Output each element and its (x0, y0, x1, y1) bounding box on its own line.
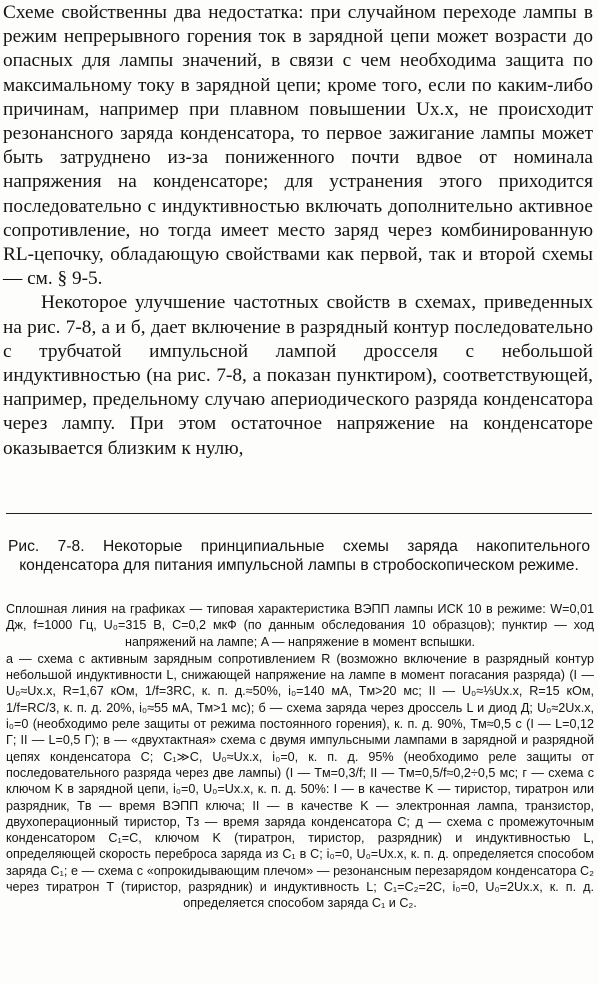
legend-details: а — схема с активным зарядным сопротивлением R (возможно включение в разрядный контур небольшой индуктивности L, снижающей напряжение на лампе в момент погасания разряда) (I — U₀≈Uх.х, R=1,67 кОм, 1/f=3RC, к. п. д.≈50%, i₀=140 мА, Tм>20 мс; II — U₀≈⅓Uх.х, R=15 кОм, 1/f=RC/3, к. п. д. 20%, i₀≈55 мА, Tм>1 мс); б — схема заряда через дроссель L и диод Д; U₀≈2Uх.х, i₀=0 (необходимо реле защиты от режима постоянного горения), к. п. д. 90%, Tм≈0,5 с (I — L=0,12 Г; II — L=0,5 Г); в — «двухтактная» схема с двумя импульсными лампами в зарядной и разрядной цепях конденсатора C; C₁≫C, U₀≈Uх.х, i₀=0, к. п. д. 95% (необходимо реле защиты от последовательного разряда через две лампы) (I — Tм=0,3/f; II — Tм=0,5/f≈0,2÷0,5 мс; г — схема с ключом K в зарядной цепи, i₀=0, U₀=Uх.х, к. п. д. 50%: I — в качестве K — тиристор, тиратрон или разрядник, Tв — время ВЭПП ключа; II — в качестве K — электронная лампа, транзистор, двухоперационный тиристор, Tз — время заряда конденсатора C; д — схема с промежуточным конденсатором C₁=C, ключом K (тиратрон, тиристор, разрядник) и индуктивностью L, определяющей скорость переброса заряда из C₁ в C; i₀=0, U₀=Uх.х, к. п. д. определяется способом заряда C₁; е — схема с «опрокидывающим плечом» — резонансным перезарядом конденсатора C₂ через тиратрон T (тиристор, разрядник) и индуктивность L; C₁=C₂=2C, i₀=0, U₀=2Uх.х, к. п. д. определяется способом заряда C₁ и C₂. (6, 651, 594, 911)
paragraph-1: Схеме свойственны два недостатка: при случайном переходе лампы в режим непрерывного горения ток в зарядной цепи может возрасти до опасных для лампы значений, в связи с чем необходима защита по максимальному току в зарядной цепи; кроме того, если по каким-либо причинам, например при плавном повышении Uх.х, не происходит резонансного заряда конденсатора, то первое зажигание лампы может быть затруднено из-за пониженного почти вдвое от номинала напряжения на конденсаторе; для устранения этого приходится последовательно с индуктивностью включать дополнительно активное сопротивление, но тогда имеет место заряд через комбинированную RL-цепочку, обладающую свойствами как первой, так и второй схемы — см. § 9-5. (3, 2, 593, 290)
legend-intro: Сплошная линия на графиках — типовая характеристика ВЭПП лампы ИСК 10 в режиме: W=0,01 Дж, f=1000 Гц, U₀=315 В, C=0,2 мкФ (по данным обследования 10 образцов); пунктир — ход напряжений на лампе; A — напряжение в момент вспышки. (6, 602, 594, 649)
figure-caption: Рис. 7-8. Некоторые принципиальные схемы заряда накопительного конденсатора для питания импульсной лампы в стробоскопическом режиме. (8, 538, 590, 574)
section-divider (6, 513, 592, 514)
figure-legend (6, 601, 594, 912)
main-text (3, 1, 593, 461)
paragraph-2: Некоторое улучшение частотных свойств в схемах, приведенных на рис. 7-8, а и б, дает включение в разрядный контур последовательно с трубчатой импульсной лампой дросселя с небольшой индуктивностью (на рис. 7-8, а показан пунктиром), соответствующей, например, предельному случаю апериодического разряда конденсатора через лампу. При этом остаточное напряжение на конденсаторе оказывается близким к нулю, (3, 292, 593, 459)
